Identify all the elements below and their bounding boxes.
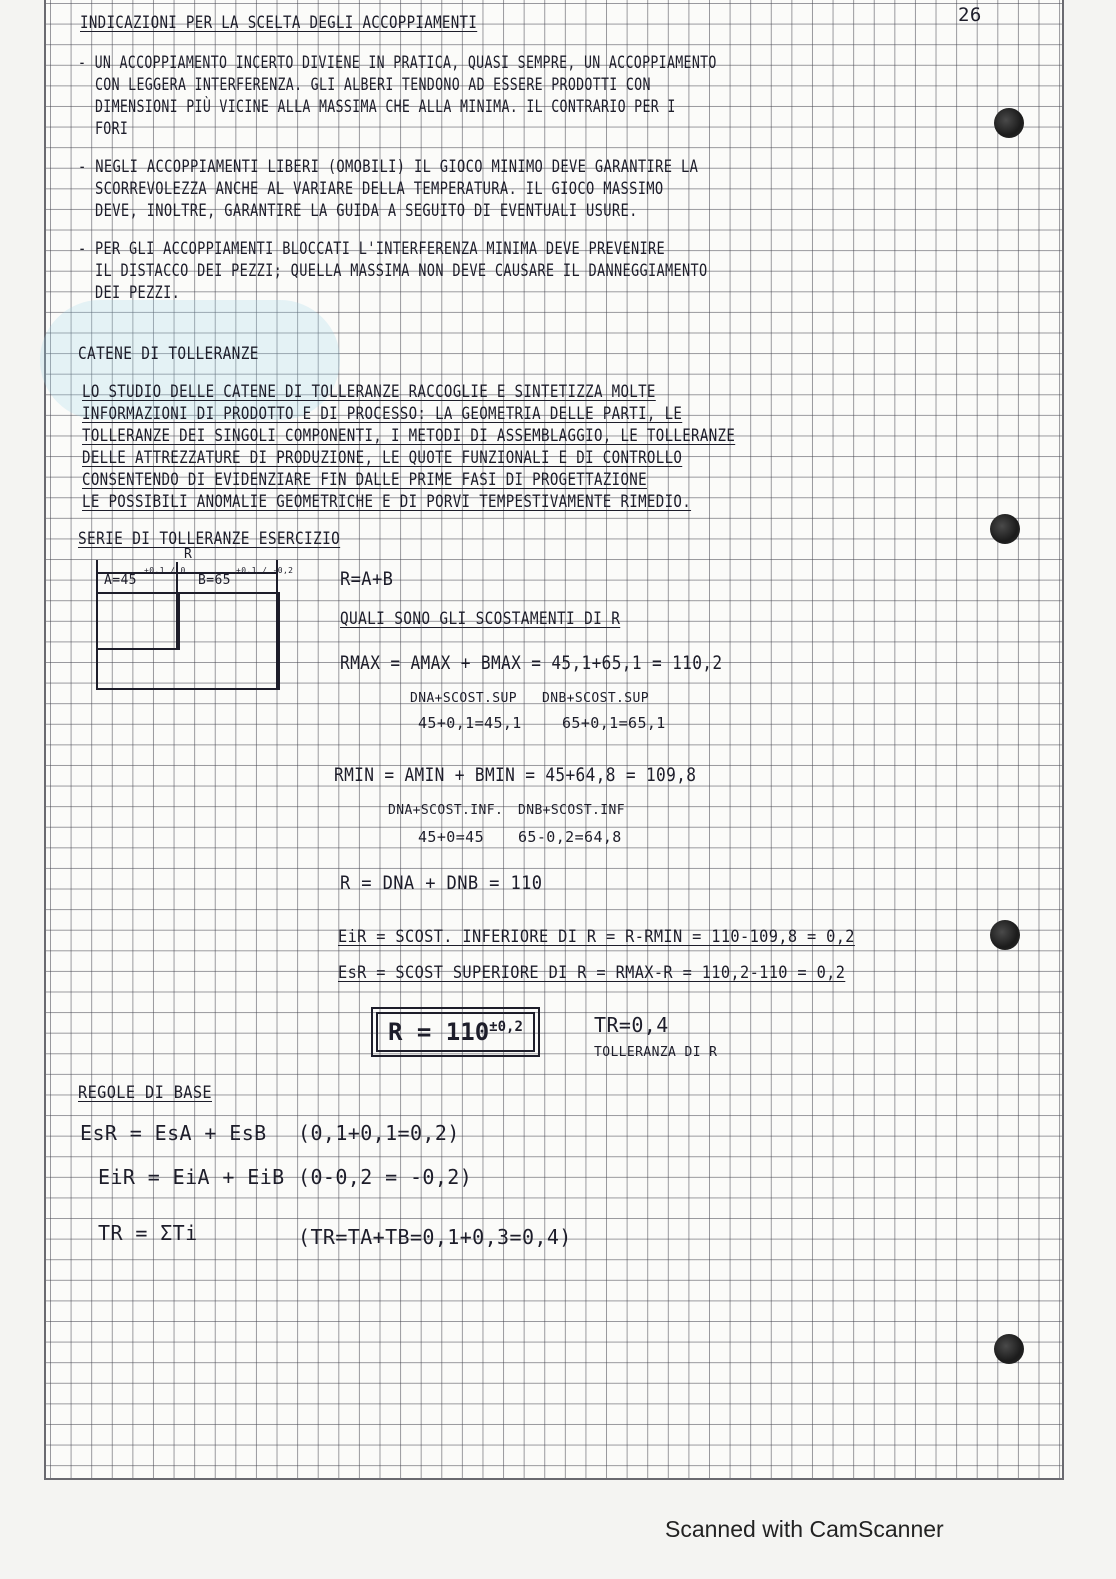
rmax-note-a: DNA+SCOST.SUP <box>410 691 517 706</box>
r-nominal-equation: R = DNA + DNB = 110 <box>340 872 543 894</box>
rmin-note-a: DNA+SCOST.INF. <box>388 803 504 818</box>
rule-1-formula: EsR = EsA + EsB <box>80 1121 267 1145</box>
paragraph-line-5: CONSENTENDO DI EVIDENZIARE FIN DALLE PRIME FASI DI PROGETTAZIONE <box>82 470 647 490</box>
binder-hole-4 <box>994 1334 1024 1364</box>
sketch-label-b-tol: +0,1 / -0,2 <box>236 566 294 575</box>
result-r-value: R = 110 <box>388 1018 490 1046</box>
exercise-title: SERIE DI TOLLERANZE ESERCIZIO <box>78 529 341 549</box>
rule-2-example: (0-0,2 = -0,2) <box>298 1165 473 1189</box>
rules-title: REGOLE DI BASE <box>78 1083 213 1103</box>
paragraph-line-1: LO STUDIO DELLE CATENE DI TOLLERANZE RACCOGLIE E SINTETIZZA MOLTE <box>82 382 656 402</box>
rmin-value-b: 65-0,2=64,8 <box>518 828 622 846</box>
bullet-2-line-3: DEVE, INOLTRE, GARANTIRE LA GUIDA A SEGUITO DI EVENTUALI USURE. <box>95 201 638 221</box>
bullet-1-line-4: FORI <box>95 119 129 139</box>
question-scostamenti: QUALI SONO GLI SCOSTAMENTI DI R <box>340 609 621 629</box>
rmax-value-a: 45+0,1=45,1 <box>418 714 522 732</box>
rmax-note-b: DNB+SCOST.SUP <box>542 691 649 706</box>
paragraph-line-4: DELLE ATTREZZATURE DI PRODUZIONE, LE QUOTE FUNZIONALI E DI CONTROLLO <box>82 448 683 468</box>
section-title-catene: CATENE DI TOLLERANZE <box>78 344 259 364</box>
rmin-value-a: 45+0=45 <box>418 828 485 846</box>
rule-3-formula: TR = ΣTi <box>98 1221 198 1245</box>
bullet-1-line-2: CON LEGGERA INTERFERENZA. GLI ALBERI TENDONO AD ESSERE PRODOTTI CON <box>95 75 651 95</box>
paragraph-line-6: LE POSSIBILI ANOMALIE GEOMETRICHE E DI PORVI TEMPESTIVAMENTE RIMEDIO. <box>82 492 692 512</box>
tolerance-tr: TR=0,4 <box>594 1013 669 1037</box>
bullet-2-line-1: - NEGLI ACCOPPIAMENTI LIBERI (OMOBILI) IL GIOCO MINIMO DEVE GARANTIRE LA <box>78 157 699 177</box>
bullet-1-line-1: - UN ACCOPPIAMENTO INCERTO DIVIENE IN PRATICA, QUASI SEMPRE, UN ACCOPPIAMENTO <box>78 53 717 73</box>
rmin-equation: RMIN = AMIN + BMIN = 45+64,8 = 109,8 <box>334 764 697 786</box>
rule-3-example: (TR=TA+TB=0,1+0,3=0,4) <box>298 1225 572 1249</box>
ei-r-equation: EiR = SCOST. INFERIORE DI R = R-RMIN = 110-109,8 = 0,2 <box>338 927 855 947</box>
bullet-2-line-2: SCORREVOLEZZA ANCHE AL VARIARE DELLA TEMPERATURA. IL GIOCO MASSIMO <box>95 179 664 199</box>
sketch-label-r: R <box>184 547 193 562</box>
sketch-label-a: A=45 <box>104 573 137 588</box>
paragraph-line-3: TOLLERANZE DEI SINGOLI COMPONENTI, I METODI DI ASSEMBLAGGIO, LE TOLLERANZE <box>82 426 736 446</box>
bullet-1-line-3: DIMENSIONI PIÙ VICINE ALLA MASSIMA CHE ALLA MINIMA. IL CONTRARIO PER I <box>95 97 676 117</box>
page-number: 26 <box>958 4 982 26</box>
tolerance-tr-caption: TOLLERANZA DI R <box>594 1045 718 1060</box>
rule-2-formula: EiR = EiA + EiB <box>98 1165 285 1189</box>
rmax-equation: RMAX = AMAX + BMAX = 45,1+65,1 = 110,2 <box>340 652 723 674</box>
rmin-note-b: DNB+SCOST.INF <box>518 803 625 818</box>
bullet-3-line-3: DEI PEZZI. <box>95 283 181 303</box>
binder-hole-2 <box>990 514 1020 544</box>
sketch-label-a-tol: +0,1 / 0 <box>144 566 186 575</box>
graph-paper-sheet <box>44 0 1064 1480</box>
bullet-3-line-1: - PER GLI ACCOPPIAMENTI BLOCCATI L'INTERFERENZA MINIMA DEVE PREVENIRE <box>78 239 666 259</box>
result-box <box>376 1012 535 1052</box>
binder-hole-1 <box>994 108 1024 138</box>
rmax-value-b: 65+0,1=65,1 <box>562 714 666 732</box>
result-r-tolerance: ±0,2 <box>489 1019 523 1035</box>
page-title: INDICAZIONI PER LA SCELTA DEGLI ACCOPPIAMENTI <box>80 13 478 33</box>
rule-1-example: (0,1+0,1=0,2) <box>298 1121 460 1145</box>
es-r-equation: EsR = SCOST SUPERIORE DI R = RMAX-R = 110,2-110 = 0,2 <box>338 963 846 983</box>
scanner-footer: Scanned with CamScanner <box>665 1516 944 1542</box>
binder-hole-3 <box>990 920 1020 950</box>
bullet-3-line-2: IL DISTACCO DEI PEZZI; QUELLA MASSIMA NON DEVE CAUSARE IL DANNEGGIAMENTO <box>95 261 708 281</box>
sketch-label-b: B=65 <box>198 573 231 588</box>
sketch-part-a-block <box>96 592 180 650</box>
paragraph-line-2: INFORMAZIONI DI PRODOTTO E DI PROCESSO: LA GEOMETRIA DELLE PARTI, LE <box>82 404 683 424</box>
equation-r: R=A+B <box>340 568 394 590</box>
